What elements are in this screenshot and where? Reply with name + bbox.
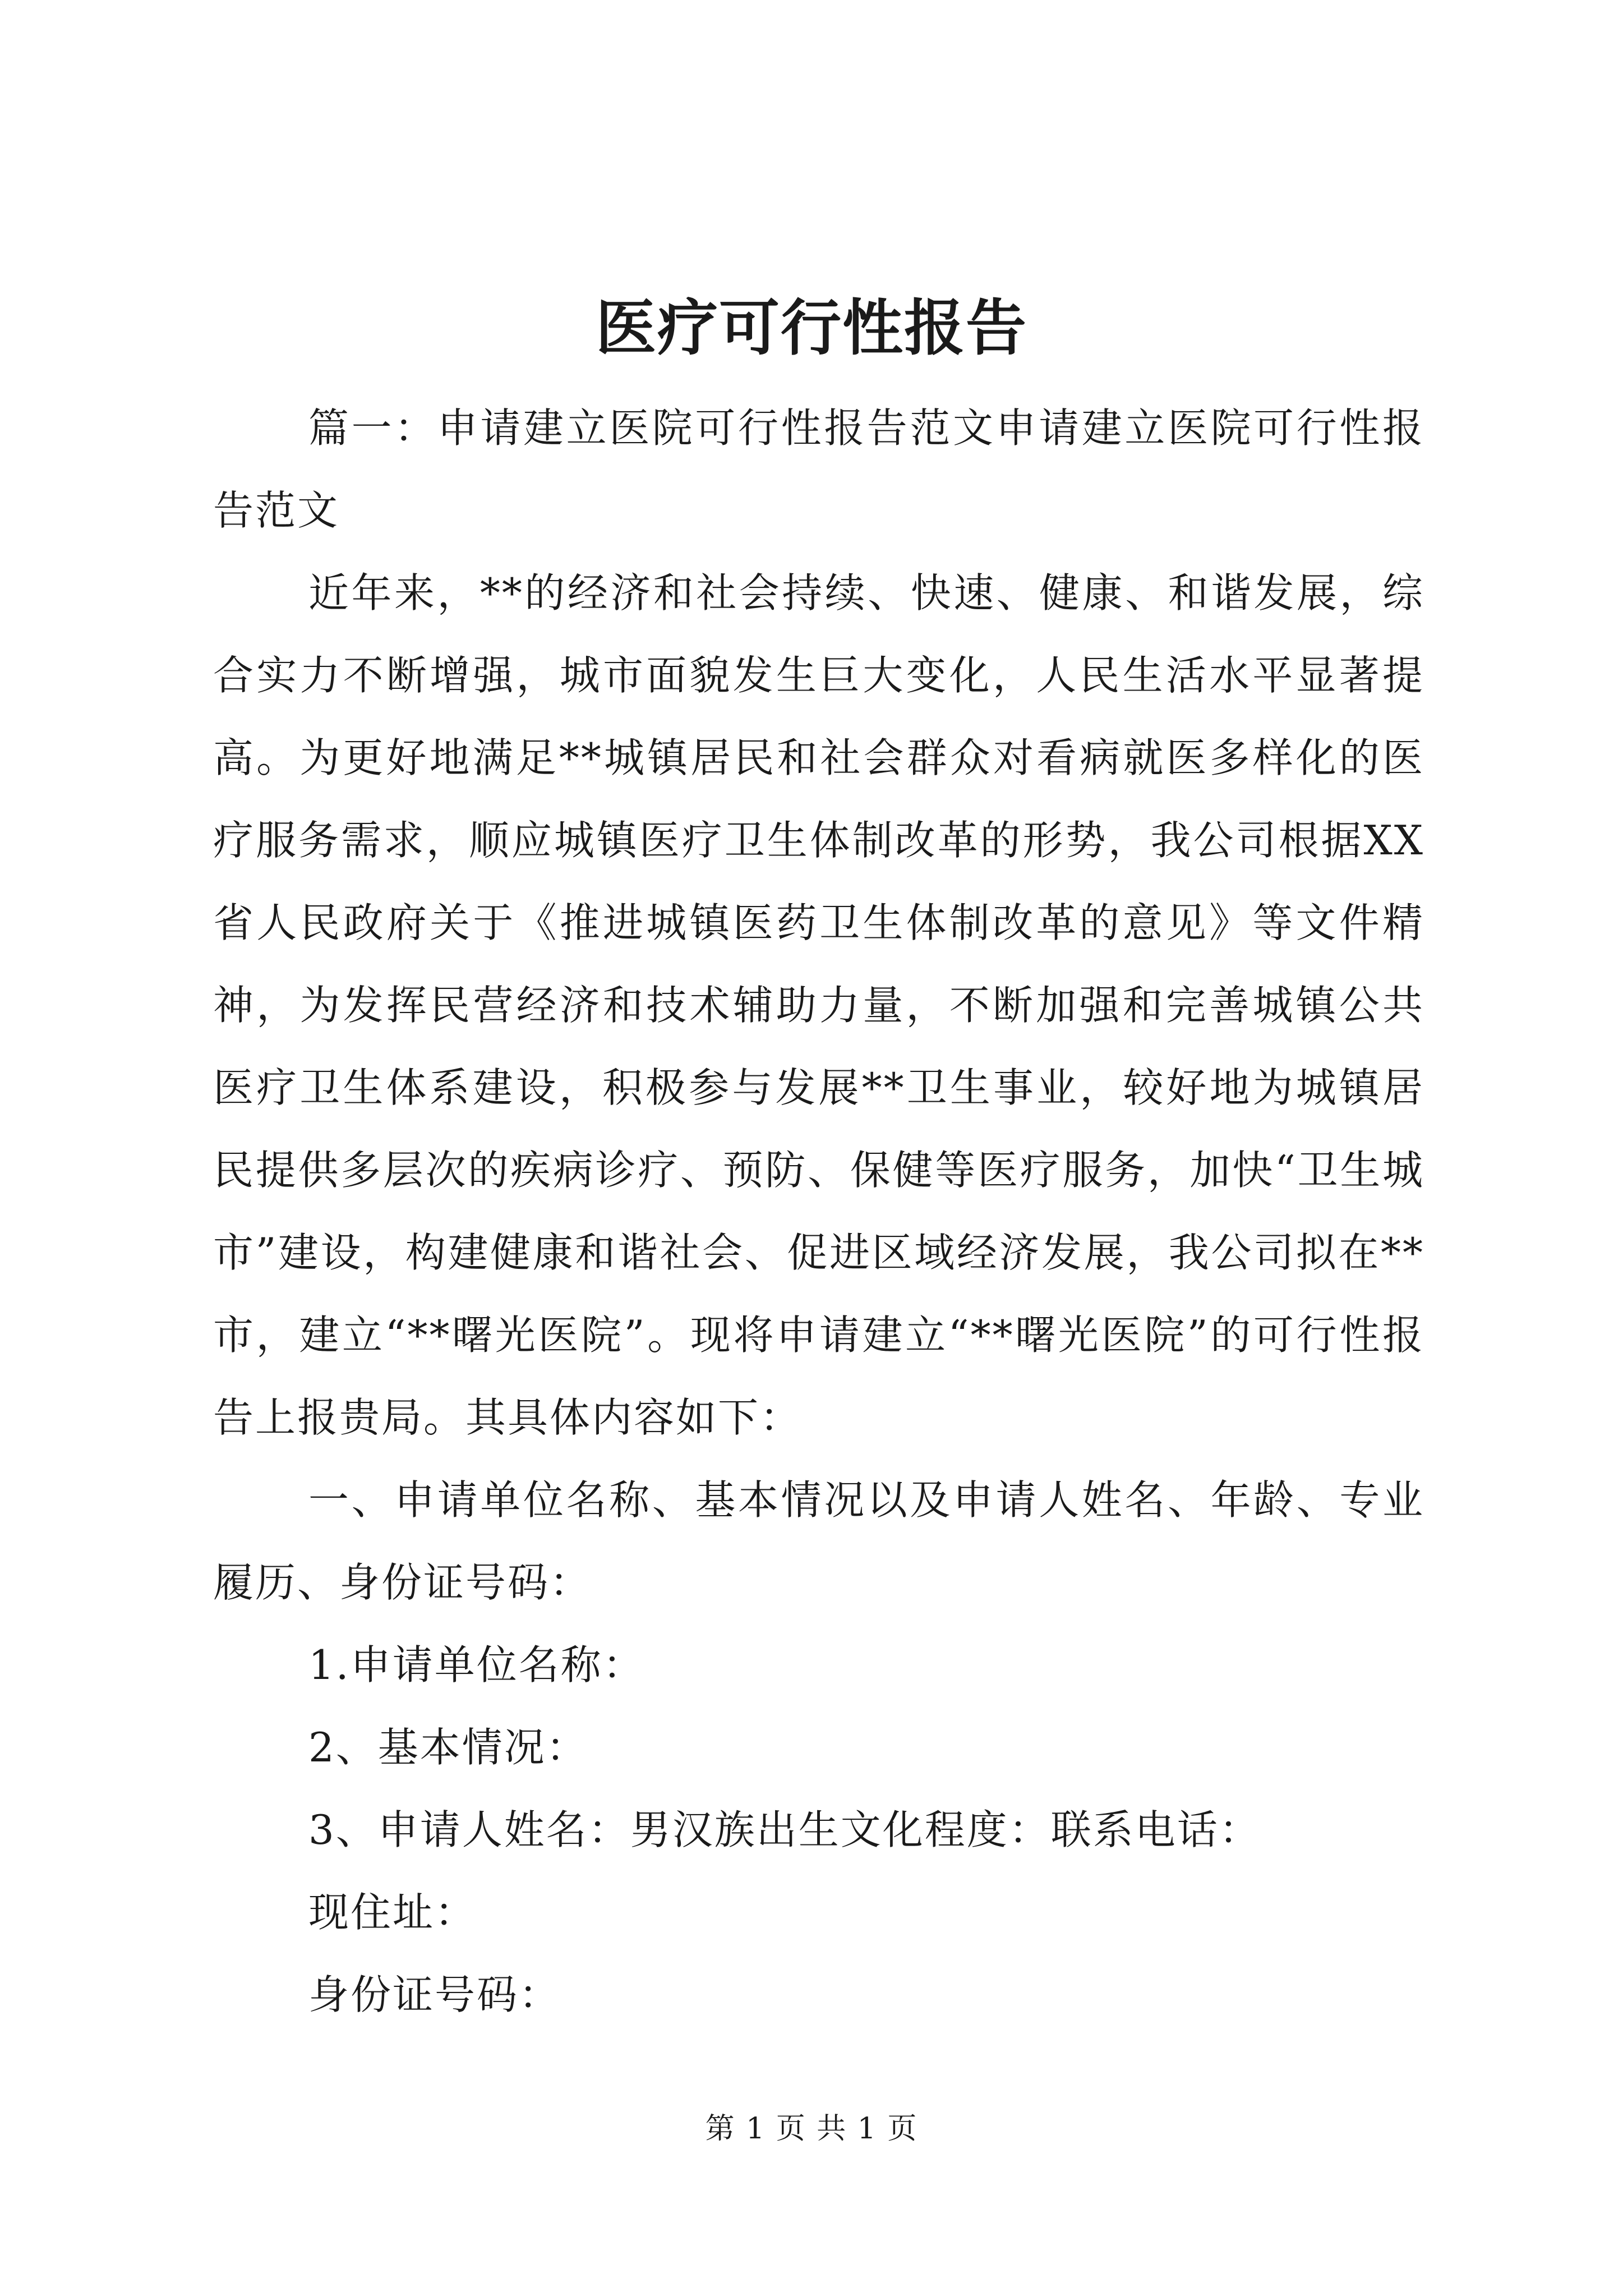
paragraph-section-one: 一、申请单位名称、基本情况以及申请人姓名、年龄、专业履历、身份证号码： — [213, 1476, 1424, 1606]
field-address: 现住址： — [308, 1889, 477, 1936]
field-applicant-name: 3、申请人姓名：男汉族出生文化程度：联系电话： — [308, 1806, 1261, 1853]
page-footer: 第 1 页 共 1 页 — [705, 2112, 918, 2146]
field-applicant-unit: 1.申请单位名称： — [308, 1641, 645, 1688]
paragraph-heading: 篇一：申请建立医院可行性报告范文申请建立医院可行性报告范文 — [213, 404, 1424, 534]
field-id-number: 身份证号码： — [308, 1971, 561, 2018]
paragraph-intro: 近年来，**的经济和社会持续、快速、健康、和谐发展，综合实力不断增强，城市面貌发生巨大变化，人民生活水平显著提高。为更好地满足**城镇居民和社会群众对看病就医多样化的医疗服务需求，顺应城镇医疗卫生体制改革的形势，我公司根据XX省人民政府关于《推进城镇医药卫生体制改革的意见》等文件精神，为发挥民营经济和技术辅助力量，不断加强和完善城镇公共医疗卫生体系建设，积极参与发展**卫生事业，较好地为城镇居民提供多层次的疾病诊疗、预防、保健等医疗服务，加快“卫生城市”建设，构建健康和谐社会、促进区域经济发展，我公司拟在**市，建立“**曙光医院”。现将申请建立“**曙光医院”的可行性报告上报贵局。其具体内容如下： — [213, 569, 1424, 1441]
document-body — [213, 387, 1424, 2036]
field-basic-info: 2、基本情况： — [308, 1724, 588, 1771]
document-title: 医疗可行性报告 — [595, 293, 1027, 364]
